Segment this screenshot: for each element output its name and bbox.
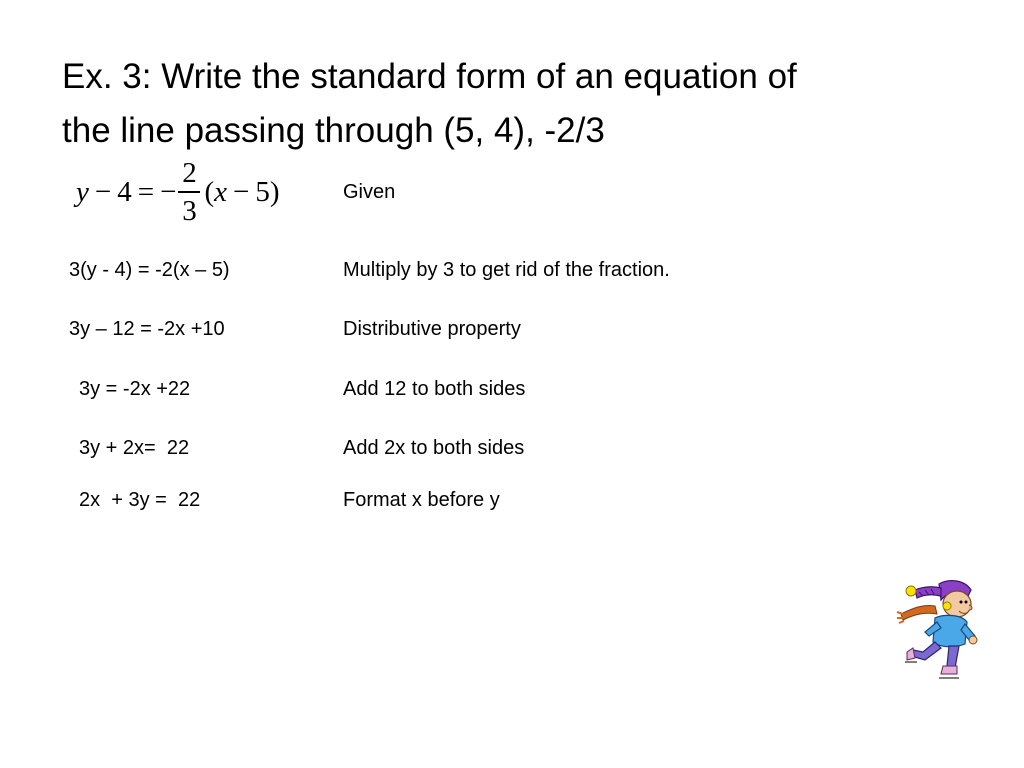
fraction-numerator: 2 <box>182 157 197 189</box>
slope-fraction <box>178 157 200 227</box>
fraction-bar <box>178 191 200 193</box>
eq-equals: = <box>137 175 155 208</box>
step-equation-2: 3y – 12 = -2x +10 <box>69 318 225 340</box>
step-equation-4: 3y + 2x= 22 <box>79 437 190 459</box>
step-description-4: Add 2x to both sides <box>343 437 525 459</box>
step-equation-1: 3(y - 4) = -2(x – 5) <box>69 259 230 281</box>
fraction-denominator: 3 <box>182 195 197 227</box>
step-equation-3: 3y = -2x +22 <box>79 378 191 400</box>
step-description-1: Multiply by 3 to get rid of the fraction. <box>343 259 670 281</box>
eq-minus: − <box>94 175 112 208</box>
given-equation <box>76 150 280 234</box>
given-description: Given <box>343 181 396 203</box>
eq-negative-sign: − <box>160 175 177 208</box>
ice-skater-icon <box>895 578 985 686</box>
title-line-2: the line passing through (5, 4), -2/3 <box>62 111 605 150</box>
eq-four: 4 <box>117 175 132 208</box>
step-description-3: Add 12 to both sides <box>343 378 526 400</box>
eq-close-paren: ) <box>269 175 280 208</box>
eq-y: y <box>76 175 89 208</box>
slide-title <box>62 50 962 158</box>
step-description-2: Distributive property <box>343 318 521 340</box>
title-line-1: Ex. 3: Write the standard form of an equation of <box>62 57 797 96</box>
eq-x: x <box>214 175 227 208</box>
eq-five: 5 <box>255 175 270 208</box>
step-description-5: Format x before y <box>343 489 500 511</box>
step-equation-5: 2x + 3y = 22 <box>79 489 201 511</box>
eq-open-paren: ( <box>204 175 215 208</box>
eq-minus-2: − <box>233 175 250 208</box>
